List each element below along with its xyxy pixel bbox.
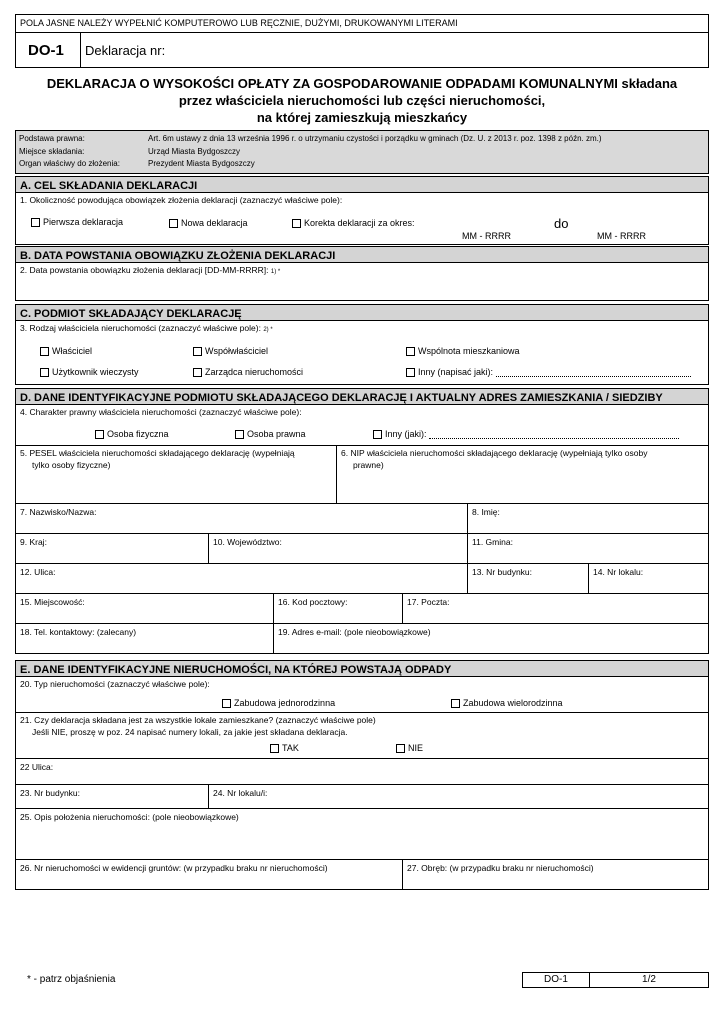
field-5-label-1: 5. PESEL właściciela nieruchomości składającego deklarację (wypełniają (20, 448, 295, 458)
field-1 (15, 192, 709, 245)
checkbox-icon[interactable] (235, 430, 244, 439)
instruction-banner (15, 14, 709, 33)
field-3 (15, 320, 709, 385)
field-3-text: 3. Rodzaj właściciela nieruchomości (zaznaczyć właściwe pole): (20, 323, 261, 333)
option-perpetual-user-label: Użytkownik wieczysty (52, 367, 139, 377)
option-other-label: Inny (napisać jaki): (418, 367, 494, 377)
option-manager-label: Zarządca nieruchomości (205, 367, 304, 377)
checkbox-icon[interactable] (270, 744, 279, 753)
field-12-label: 12. Ulica: (20, 567, 56, 577)
option-legal-person-label: Osoba prawna (247, 429, 306, 439)
title-line-1: DEKLARACJA O WYSOKOŚCI OPŁATY ZA GOSPODAROWANIE ODPADAMI KOMUNALNYMI składana (46, 76, 678, 91)
legal-info-box (15, 130, 709, 174)
option-multi-family[interactable] (451, 698, 563, 708)
option-owner[interactable] (40, 346, 92, 356)
checkbox-icon[interactable] (451, 699, 460, 708)
field-21-label-2: Jeśli NIE, proszę w poz. 24 napisać numery lokali, za jakie jest składana deklaracja. (32, 727, 348, 737)
field-9-label: 9. Kraj: (20, 537, 47, 547)
field-4-label: 4. Charakter prawny właściciela nieruchomości (zaznaczyć właściwe pole): (20, 407, 302, 417)
field-5-pesel[interactable] (15, 445, 337, 504)
field-17-post-office[interactable] (402, 593, 709, 624)
field-7-surname[interactable] (15, 503, 468, 534)
footer-code: DO-1 (544, 974, 568, 985)
option-other-type-label: Inny (jaki): (385, 429, 427, 439)
field-6-label-1: 6. NIP właściciela nieruchomości składającego deklarację (wypełniają tylko osoby (341, 448, 648, 458)
option-new-declaration-label: Nowa deklaracja (181, 218, 248, 228)
period-to-label: do (554, 216, 569, 231)
field-3-note: 2) * (263, 327, 273, 333)
field-24-apartment-nos[interactable] (208, 784, 709, 809)
section-d-header (15, 388, 709, 405)
option-no[interactable] (396, 743, 423, 753)
field-14-apartment-no[interactable] (588, 563, 709, 594)
section-a-header (15, 176, 709, 193)
checkbox-icon[interactable] (40, 347, 49, 356)
field-15-label: 15. Miejscowość: (20, 597, 85, 607)
option-owner-label: Właściciel (52, 346, 93, 356)
field-6-nip[interactable] (336, 445, 709, 504)
option-natural-person-label: Osoba fizyczna (107, 429, 169, 439)
option-multi-family-label: Zabudowa wielorodzinna (463, 698, 563, 708)
option-new-declaration[interactable] (169, 218, 248, 228)
footer-code-cell (522, 972, 590, 988)
option-yes-label: TAK (282, 743, 299, 753)
option-legal-person[interactable] (235, 429, 306, 439)
submission-place-value: Urząd Miasta Bydgoszczy (148, 147, 241, 156)
option-manager[interactable] (193, 367, 303, 377)
section-e-header (15, 660, 709, 677)
checkbox-icon[interactable] (373, 430, 382, 439)
other-input-line[interactable] (496, 376, 691, 377)
field-9-country[interactable] (15, 533, 209, 564)
authority-value: Prezydent Miasta Bydgoszczy (148, 159, 255, 168)
field-2-label (17, 263, 283, 277)
option-first-declaration[interactable] (31, 217, 123, 227)
option-housing-community[interactable] (406, 346, 520, 356)
field-4 (15, 404, 709, 446)
field-6-label-2: prawne) (353, 460, 384, 470)
checkbox-icon[interactable] (31, 218, 40, 227)
section-e-title: E. DANE IDENTYFIKACYJNE NIERUCHOMOŚCI, NA KTÓREJ POWSTAJĄ ODPADY (20, 664, 452, 676)
option-housing-community-label: Wspólnota mieszkaniowa (418, 346, 520, 356)
field-5-label-2: tylko osoby fizyczne) (32, 460, 111, 470)
form-code: DO-1 (28, 42, 64, 59)
option-co-owner[interactable] (193, 346, 268, 356)
field-23-building-no[interactable] (15, 784, 209, 809)
field-12-street[interactable] (15, 563, 468, 594)
field-25-description[interactable] (15, 808, 709, 860)
field-8-name[interactable] (467, 503, 709, 534)
section-c-title: C. PODMIOT SKŁADAJĄCY DEKLARACJĘ (20, 308, 242, 320)
field-27-precinct[interactable] (402, 859, 709, 890)
field-19-email[interactable] (273, 623, 709, 654)
field-25-label: 25. Opis położenia nieruchomości: (pole nieobowiązkowe) (20, 812, 239, 822)
checkbox-icon[interactable] (292, 219, 301, 228)
field-19-label: 19. Adres e-mail: (pole nieobowiązkowe) (278, 627, 431, 637)
title-line-3: na której zamieszkują mieszkańcy (256, 110, 468, 125)
field-26-land-register-no[interactable] (15, 859, 403, 890)
field-10-voivodeship[interactable] (208, 533, 468, 564)
option-single-family-label: Zabudowa jednorodzinna (234, 698, 336, 708)
period-from-format: MM - RRRR (462, 231, 511, 241)
footnote: * - patrz objaśnienia (27, 974, 116, 985)
legal-basis-value: Art. 6m ustawy z dnia 13 września 1996 r. o utrzymaniu czystości i porządku w gminach (Dz. U. z 2013 r. poz. 1398 z późn. zm.) (148, 134, 602, 143)
field-24-label: 24. Nr lokalu/i: (213, 788, 268, 798)
field-16-label: 16. Kod pocztowy: (278, 597, 348, 607)
option-other-type[interactable] (373, 429, 679, 439)
checkbox-icon[interactable] (193, 368, 202, 377)
option-single-family[interactable] (222, 698, 335, 708)
document-title (15, 75, 709, 126)
form-code-cell (15, 32, 81, 68)
checkbox-icon[interactable] (169, 219, 178, 228)
checkbox-icon[interactable] (406, 368, 415, 377)
field-27-label: 27. Obręb: (w przypadku braku nr nieruchomości) (407, 863, 594, 873)
field-16-postal-code[interactable] (273, 593, 403, 624)
field-3-label (17, 321, 276, 335)
field-22-street[interactable] (15, 758, 709, 785)
declaration-number-field[interactable] (80, 32, 709, 68)
checkbox-icon[interactable] (193, 347, 202, 356)
submission-place-label: Miejsce składania: (19, 147, 85, 156)
field-14-label: 14. Nr lokalu: (593, 567, 644, 577)
field-10-label: 10. Województwo: (213, 537, 282, 547)
field-13-label: 13. Nr budynku: (472, 567, 533, 577)
option-co-owner-label: Współwłaściciel (205, 346, 269, 356)
section-d-title: D. DANE IDENTYFIKACYJNE PODMIOTU SKŁADAJĄCEGO DEKLARACJĘ I AKTUALNY ADRES ZAMIESZKANIA / SIEDZIBY (20, 392, 663, 404)
field-20-label: 20. Typ nieruchomości (zaznaczyć właściwe pole): (20, 679, 210, 689)
field-21-label-1: 21. Czy deklaracja składana jest za wszystkie lokale zamieszkane? (zaznaczyć właściwe pole) (20, 715, 376, 725)
option-yes[interactable] (270, 743, 299, 753)
field-2-text: 2. Data powstania obowiązku złożenia deklaracji [DD-MM-RRRR]: (20, 265, 269, 275)
option-other[interactable] (406, 367, 691, 377)
checkbox-icon[interactable] (396, 744, 405, 753)
field-8-label: 8. Imię: (472, 507, 500, 517)
field-23-label: 23. Nr budynku: (20, 788, 81, 798)
field-22-label: 22 Ulica: (20, 762, 54, 772)
title-line-2: przez właściciela nieruchomości lub części nieruchomości, (178, 93, 546, 108)
option-natural-person[interactable] (95, 429, 169, 439)
field-11-municipality[interactable] (467, 533, 709, 564)
option-first-declaration-label: Pierwsza deklaracja (43, 217, 124, 227)
field-11-label: 11. Gmina: (472, 537, 513, 547)
field-18-label: 18. Tel. kontaktowy: (zalecany) (20, 627, 137, 637)
other-type-input-line[interactable] (429, 438, 679, 439)
checkbox-icon[interactable] (222, 699, 231, 708)
period-to-format: MM - RRRR (597, 231, 646, 241)
instruction-text: POLA JASNE NALEŻY WYPEŁNIĆ KOMPUTEROWO LUB RĘCZNIE, DUŻYMI, DRUKOWANYMI LITERAMI (20, 18, 458, 28)
field-2-note: 1) * (270, 269, 281, 275)
field-15-city[interactable] (15, 593, 274, 624)
field-21 (15, 712, 709, 759)
section-b-title: B. DATA POWSTANIA OBOWIĄZKU ZŁOŻENIA DEKLARACJI (20, 250, 336, 262)
checkbox-icon[interactable] (40, 368, 49, 377)
option-no-label: NIE (408, 743, 424, 753)
field-20 (15, 676, 709, 713)
section-c-header (15, 304, 709, 321)
field-1-label: 1. Okoliczność powodująca obowiązek złożenia deklaracji (zaznaczyć właściwe pole): (20, 195, 343, 205)
field-26-label: 26. Nr nieruchomości w ewidencji gruntów: (w przypadku braku nr nieruchomości) (20, 863, 328, 873)
section-a-title: A. CEL SKŁADANIA DEKLARACJI (20, 180, 198, 192)
field-18-phone[interactable] (15, 623, 274, 654)
checkbox-icon[interactable] (406, 347, 415, 356)
declaration-number-label: Deklaracja nr: (85, 43, 166, 58)
field-13-building-no[interactable] (467, 563, 589, 594)
option-perpetual-user[interactable] (40, 367, 139, 377)
checkbox-icon[interactable] (95, 430, 104, 439)
legal-basis-label: Podstawa prawna: (19, 134, 85, 143)
authority-label: Organ właściwy do złożenia: (19, 159, 120, 168)
field-17-label: 17. Poczta: (407, 597, 450, 607)
footer-page-cell (589, 972, 709, 988)
field-2[interactable] (15, 262, 709, 301)
page-number: 1/2 (642, 974, 656, 985)
option-correction-label: Korekta deklaracji za okres: (304, 218, 415, 228)
field-7-label: 7. Nazwisko/Nazwa: (20, 507, 97, 517)
section-b-header (15, 246, 709, 263)
option-correction[interactable] (292, 218, 415, 228)
